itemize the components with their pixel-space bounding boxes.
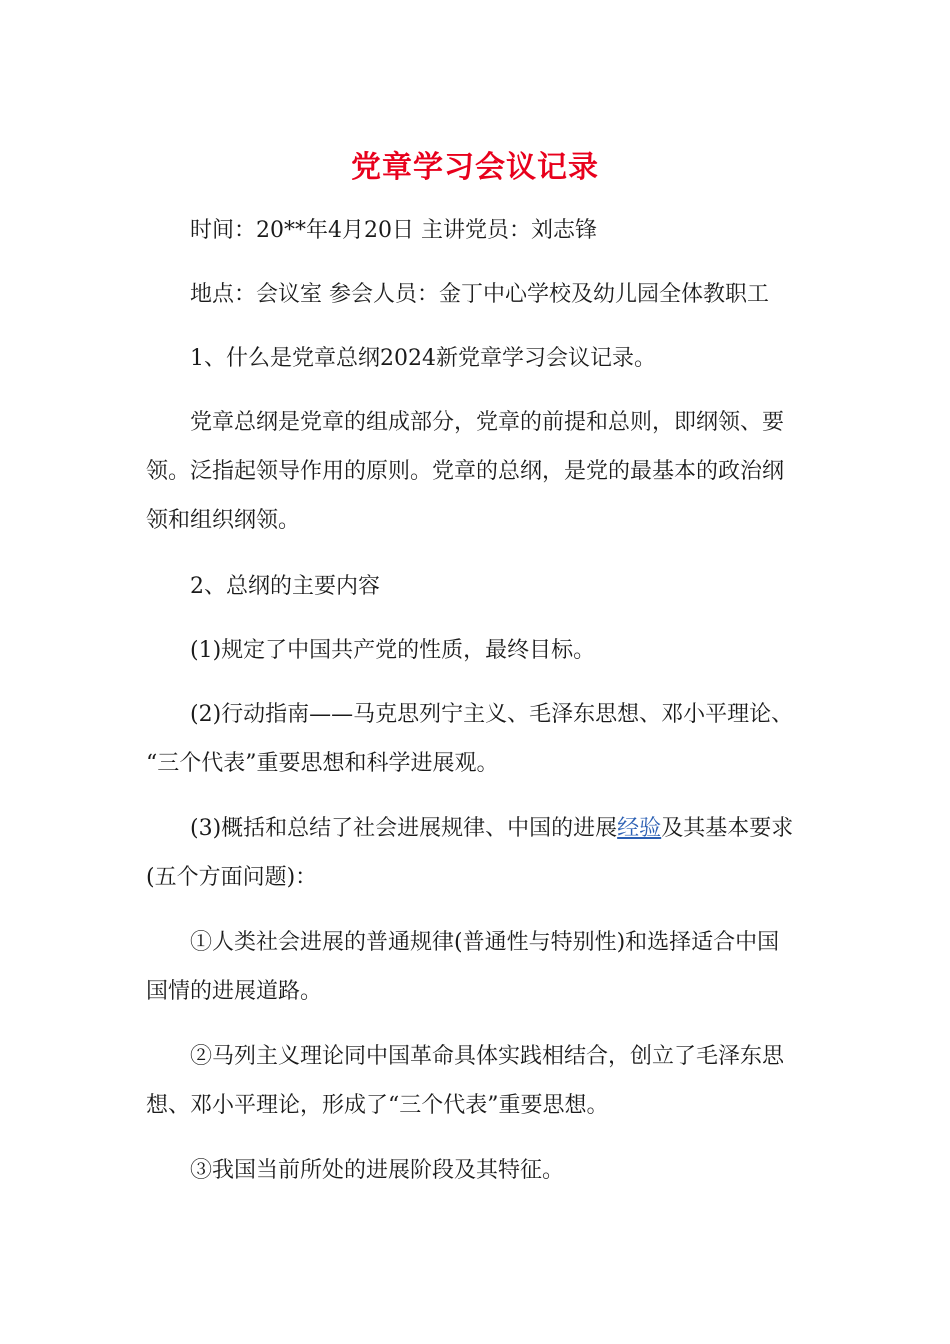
paragraph-6-line-2: (五个方面问题)： xyxy=(146,865,318,890)
paragraph-8-line-1: ②马列主义理论同中国革命具体实践相结合，创立了毛泽东思 xyxy=(190,1044,785,1069)
paragraph-2 xyxy=(146,398,806,545)
meta-place-text: 地点：会议室 参会人员：金丁中心学校及幼儿园全体教职工 xyxy=(190,282,769,307)
paragraph-6-text-a: (3)概括和总结了社会进展规律、中国的进展 xyxy=(190,816,618,841)
paragraph-4: (1)规定了中国共产党的性质，最终目标。 xyxy=(190,638,596,663)
paragraph-5 xyxy=(146,690,806,788)
paragraph-6 xyxy=(146,804,806,902)
paragraph-2-line-2: 领。泛指起领导作用的原则。党章的总纲，是党的最基本的政治纲 xyxy=(146,459,785,484)
paragraph-3: 2、总纲的主要内容 xyxy=(190,574,380,599)
paragraph-6-line-1 xyxy=(146,804,806,853)
paragraph-5-line-2: “三个代表”重要思想和科学进展观。 xyxy=(146,751,499,776)
meta-place-line xyxy=(146,270,806,319)
page-title: 党章学习会议记录 xyxy=(351,150,599,185)
paragraph-2-line-3: 领和组织纲领。 xyxy=(146,508,301,533)
paragraph-1: 1、什么是党章总纲2024新党章学习会议记录。 xyxy=(190,346,656,371)
paragraph-8 xyxy=(146,1032,806,1130)
paragraph-9: ③我国当前所处的进展阶段及其特征。 xyxy=(190,1158,565,1183)
paragraph-2-line-1: 党章总纲是党章的组成部分，党章的前提和总则，即纲领、要 xyxy=(190,410,785,435)
paragraph-7 xyxy=(146,918,806,1016)
paragraph-5-line-1: (2)行动指南——马克思列宁主义、毛泽东思想、邓小平理论、 xyxy=(190,702,794,727)
paragraph-7-line-1: ①人类社会进展的普通规律(普通性与特别性)和选择适合中国 xyxy=(190,930,780,955)
experience-link[interactable]: 经验 xyxy=(617,816,662,841)
paragraph-7-line-2: 国情的进展道路。 xyxy=(146,979,323,1004)
paragraph-8-line-2: 想、邓小平理论，形成了“三个代表”重要思想。 xyxy=(146,1093,609,1118)
paragraph-6-text-b: 及其基本要求 xyxy=(661,816,794,841)
meta-time-line: 时间：20**年4月20日 主讲党员：刘志锋 xyxy=(190,218,597,243)
